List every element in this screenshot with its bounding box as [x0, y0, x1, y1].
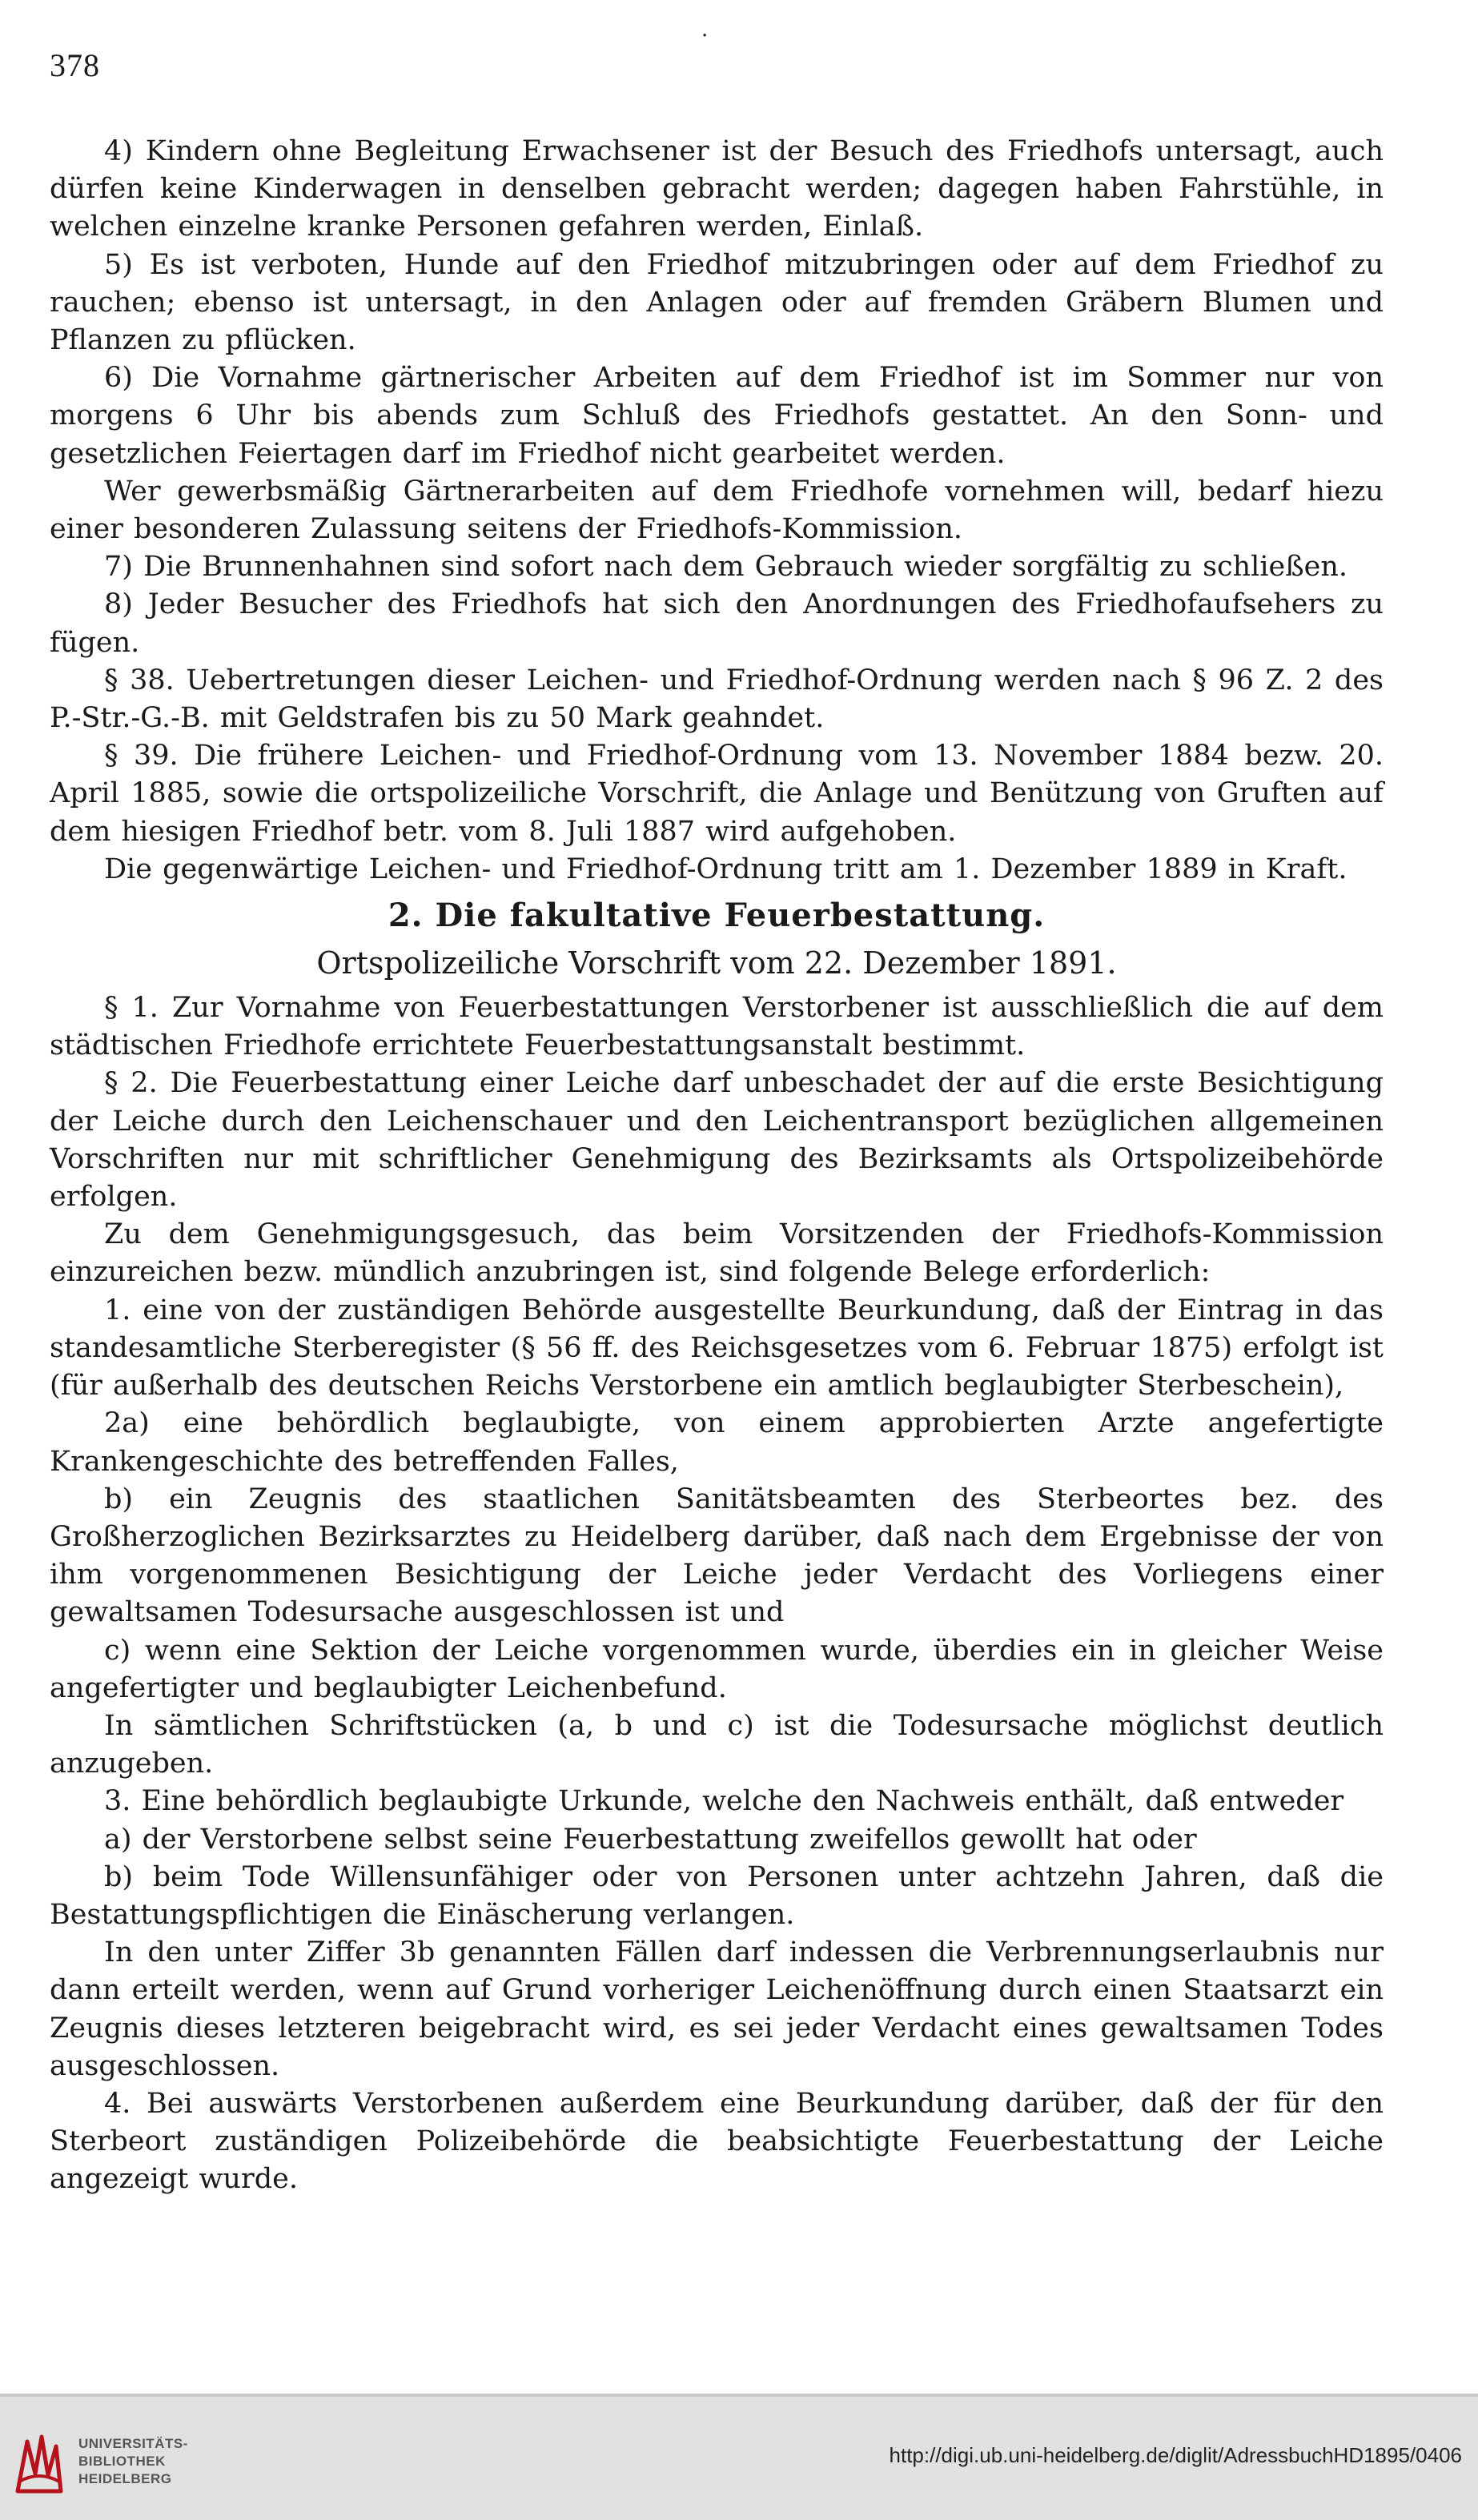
paragraph: 5) Es ist verboten, Hunde auf den Friedhof mitzubringen oder auf dem Friedhof zu rauchen; ebenso ist untersagt, in den Anlagen oder auf fremden Gräbern Blumen und Pflanzen zu pflücken. — [50, 248, 1384, 357]
paragraph: § 1. Zur Vornahme von Feuerbestattungen Verstorbener ist ausschließlich die auf dem städtischen Friedhofe errichtete Feuerbestattungsanstalt bestimmt. — [50, 992, 1384, 1062]
paragraph: c) wenn eine Sektion der Leiche vorgenommen wurde, überdies ein in gleicher Weise angefertigter und beglaubigter Leichenbefund. — [50, 1634, 1384, 1704]
paragraph: 7) Die Brunnenhahnen sind sofort nach dem Gebrauch wieder sorgfältig zu schließen. — [104, 551, 1348, 584]
top-mark: · — [701, 24, 709, 48]
paragraph: § 38. Uebertretungen dieser Leichen- und Friedhof-Ordnung werden nach § 96 Z. 2 des P.-Str.-G.-B. mit Geldstrafen bis zu 50 Mark geahndet. — [50, 664, 1384, 735]
paragraph: a) der Verstorbene selbst seine Feuerbestattung zweifellos gewollt hat oder — [104, 1823, 1197, 1856]
library-name-line: UNIVERSITÄTS- — [78, 2436, 188, 2451]
paragraph: 4) Kindern ohne Begleitung Erwachsener ist der Besuch des Friedhofs untersagt, auch dürfen keine Kinderwagen in denselben gebracht werden; dagegen haben Fahrstühle, in welchen einzelne kranke Personen gefahren werden, Einlaß. — [50, 135, 1384, 243]
paragraph: In den unter Ziffer 3b genannten Fällen darf indessen die Verbrennungserlaubnis nur dann erteilt werden, wenn auf Grund vorheriger Leichenöffnung durch einen Staatsarzt ein Zeugnis dieses letzteren beigebracht wird, es sei jeder Verdacht eines gewaltsamen Todes ausgeschlossen. — [50, 1936, 1384, 2082]
paragraph: 1. eine von der zuständigen Behörde ausgestellte Beurkundung, daß der Eintrag in das standesamtliche Sterberegister (§ 56 ff. des Reichsgesetzes vom 6. Februar 1875) erfolgt ist (für außerhalb des deutschen Reichs Verstorbene ein amtlich beglaubigter Sterbeschein), — [50, 1294, 1384, 1402]
paragraph: Die gegenwärtige Leichen- und Friedhof-Ordnung tritt am 1. Dezember 1889 in Kraft. — [104, 853, 1347, 885]
source-url-link[interactable]: http://digi.ub.uni-heidelberg.de/diglit/AdressbuchHD1895/0406 — [889, 2443, 1462, 2467]
paragraph: 6) Die Vornahme gärtnerischer Arbeiten auf dem Friedhof ist im Sommer nur von morgens 6 Uhr bis abends zum Schluß des Friedhofs gestattet. An den Sonn- und gesetzlichen Feiertagen darf im Friedhof nicht gearbeitet werden. — [50, 362, 1384, 470]
paragraph: Zu dem Genehmigungsgesuch, das beim Vorsitzenden der Friedhofs-Kommission einzureichen bezw. mündlich anzubringen ist, sind folgende Belege erforderlich: — [50, 1218, 1384, 1289]
paragraph: § 2. Die Feuerbestattung einer Leiche darf unbeschadet der auf die erste Besichtigung der Leiche durch den Leichenschauer und den Leichentransport bezüglichen allgemeinen Vorschriften nur mit schriftlicher Genehmigung des Bezirksamts als Ortspolizeibehörde erfolgen. — [50, 1067, 1384, 1214]
paragraph: b) ein Zeugnis des staatlichen Sanitätsbeamten des Sterbeortes bez. des Großherzoglichen Bezirksarztes zu Heidelberg darüber, daß nach dem Ergebnisse der von ihm vorgenommenen Besichtigung der Leiche jeder Verdacht des Vorliegens einer gewaltsamen Todesursache ausgeschlossen ist und — [50, 1483, 1384, 1629]
paragraph: 8) Jeder Besucher des Friedhofs hat sich den Anordnungen des Friedhofaufsehers zu fügen. — [50, 588, 1384, 659]
section-subheading: Ortspolizeiliche Vorschrift vom 22. Dezember 1891. — [316, 945, 1117, 981]
paragraph: Wer gewerbsmäßig Gärtnerarbeiten auf dem Friedhofe vornehmen will, bedarf hiezu einer besonderen Zulassung seitens der Friedhofs-Kommission. — [50, 475, 1384, 546]
paragraph: 2a) eine behördlich beglaubigte, von einem approbierten Arzte angefertigte Krankengeschichte des betreffenden Falles, — [50, 1407, 1384, 1478]
paragraph: In sämtlichen Schriftstücken (a, b und c) ist die Todesursache möglichst deutlich anzugeben. — [50, 1709, 1384, 1780]
library-name-line: HEIDELBERG — [78, 2471, 172, 2486]
page-number: 378 — [50, 47, 100, 83]
library-name-line: BIBLIOTHEK — [78, 2454, 166, 2469]
library-logo[interactable] — [11, 2426, 203, 2498]
library-name — [78, 2435, 188, 2488]
library-seal-icon — [11, 2426, 67, 2498]
paragraph: § 39. Die frühere Leichen- und Friedhof-Ordnung vom 13. November 1884 bezw. 20. April 1885, sowie die ortspolizeiliche Vorschrift, die Anlage und Benützung von Gruften auf dem hiesigen Friedhof betr. vom 8. Juli 1887 wird aufgehoben. — [50, 740, 1384, 848]
page-body — [50, 133, 1384, 2199]
paragraph: 3. Eine behördlich beglaubigte Urkunde, welche den Nachweis enthält, daß entweder — [104, 1785, 1344, 1818]
section-heading: 2. Die fakultative Feuerbestattung. — [388, 897, 1046, 935]
paragraph: 4. Bei auswärts Verstorbenen außerdem eine Beurkundung darüber, daß der für den Sterbeort zuständigen Polizeibehörde die beabsichtigte Feuerbestattung der Leiche angezeigt wurde. — [50, 2087, 1384, 2196]
paragraph: b) beim Tode Willensunfähiger oder von Personen unter achtzehn Jahren, daß die Bestattungspflichtigen die Einäscherung verlangen. — [50, 1860, 1384, 1931]
